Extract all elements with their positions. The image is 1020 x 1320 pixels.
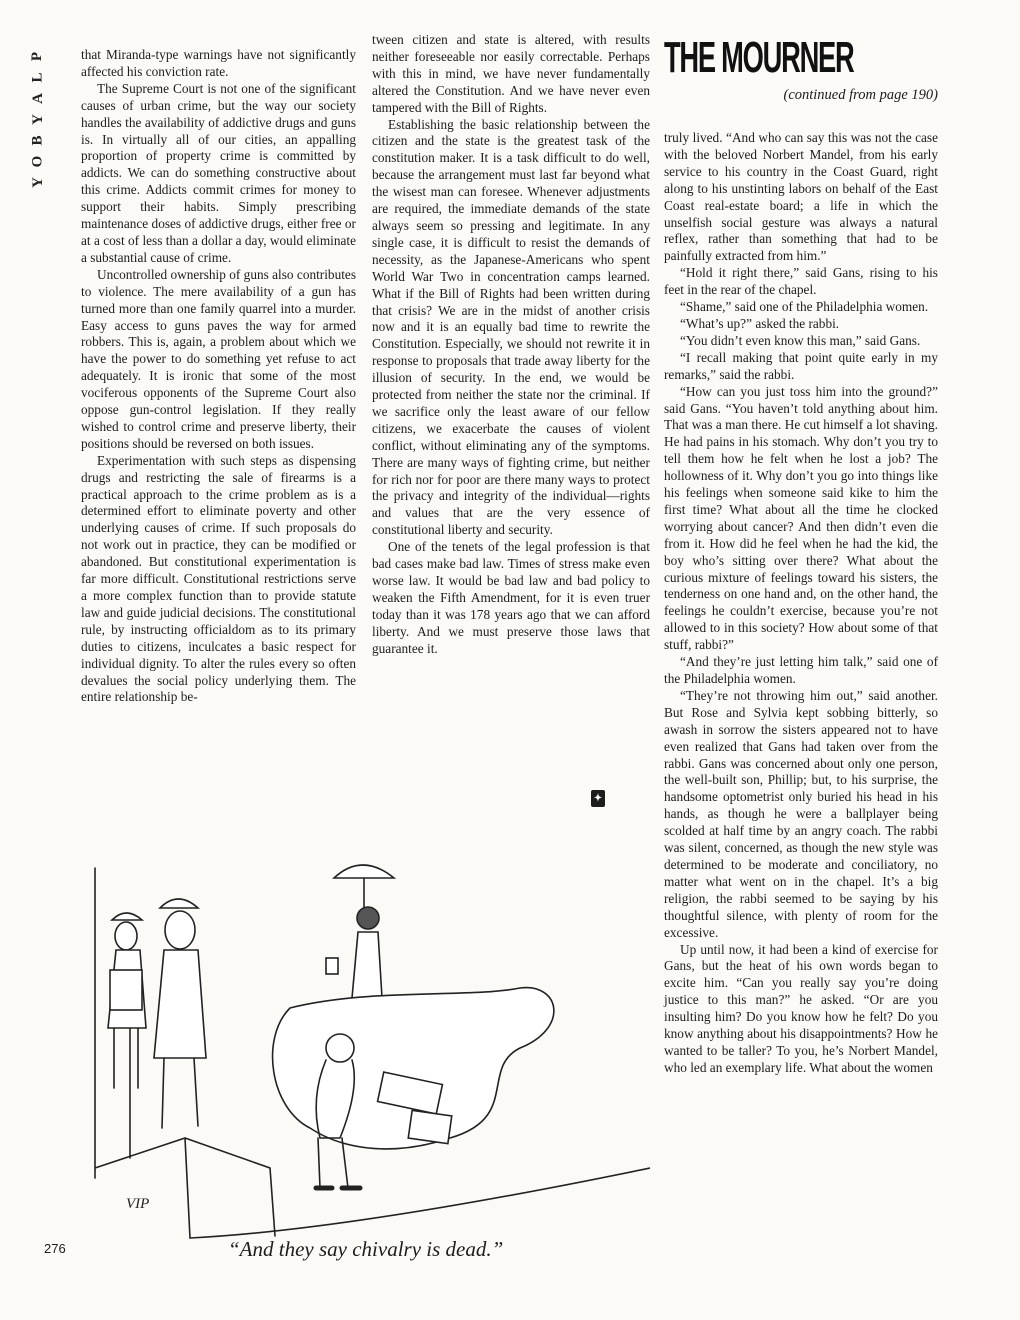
magazine-sidebar-title: [26, 46, 50, 193]
cartoon-signature: VIP: [126, 1196, 150, 1212]
sidebar-letter: L: [29, 72, 46, 83]
paragraph: The Supreme Court is not one of the significant causes of urban crime, but the way our society handles the availability of addictive drugs and guns is. In virtually all of our cities, an appalling proportion of property crime is committed by addicts. We can do something constructive about this crime. Addicts commit crimes for money to support their habits. Simply prescribing maintenance doses of addictive drugs, either free or at a cost of less than a dollar a day, would eliminate a substantial cause of crime.: [81, 80, 356, 265]
sidebar-letter: P: [29, 51, 46, 62]
page-number: 276: [44, 1241, 66, 1256]
paragraph: truly lived. “And who can say this was not the case with the beloved Norbert Mandel, from his early service to his country in the Coast Guard, right along to his unstinting labors on behalf of the East Coast real-estate board; a life in which the unselfish social gesture was always a natural reflex, rather than something that had to be painfully extracted from him.”: [664, 130, 938, 264]
paragraph: “Hold it right there,” said Gans, rising to his feet in the rear of the chapel.: [664, 265, 938, 298]
paragraph: Experimentation with such steps as dispensing drugs and restricting the sale of firearms is a practical approach to the crime problem as is a determined effort to eliminate poverty and other underlying causes of crime. If such proposals do not work out in practice, they can be modified or abandoned. But constitutional experimentation is far more difficult. Constitutional restrictions serve a more complex function than to provide statute law and guide judicial decisions. The constitutional rule, by instructing officialdom as to its primary duties to citizens, inculcates a basic respect for individual dignity. To alter the rules every so often devalues the social policy underlying them. The entire relationship be-: [81, 452, 356, 705]
paragraph: that Miranda-type warnings have not significantly affected his conviction rate.: [81, 47, 356, 79]
paragraph: Up until now, it had been a kind of exercise for Gans, but the heat of his own words began to excite him. “Can you really say you’re doing justice to this man?” he asked. “Or are you insulting him? Do you know how he felt? Do you know anything about his disappointments? How he wanted to be taller? To you, he’s Norbert Mandel, who led an exemplary life. What about the women: [664, 941, 938, 1075]
paragraph: “How can you just toss him into the ground?” said Gans. “You haven’t told anything about him. That was a man there. He cut himself a lot shaving. He had pains in his stomach. Why don’t you try to tell them how he felt when he lost a job? The hollowness of it. Why don’t you go into things like his feelings when someone said kike to him the first time? What about all the time he clocked worrying about cancer? And then didn’t even die from it. How did he feel when he had the kid, the boy who’s sitting over there? What about the curious mixture of feelings toward his sisters, the tenderness on one hand and, on the other hand, the feelings he couldn’t exercise, because you’re not allowed to in this society? How about some of that stuff, rabbi?”: [664, 383, 938, 653]
paragraph: “What’s up?” asked the rabbi.: [680, 315, 840, 331]
cartoon-illustration: [90, 838, 650, 1246]
sidebar-letter: O: [29, 155, 46, 168]
sidebar-letter: Y: [29, 177, 46, 188]
continued-note: (continued from page 190): [783, 87, 938, 103]
bunny-logo-icon: ✦: [591, 790, 605, 807]
paragraph: “I recall making that point quite early in my remarks,” said the rabbi.: [664, 349, 938, 382]
paragraph: “And they’re just letting him talk,” said one of the Philadelphia women.: [664, 654, 938, 686]
man-with-newspaper: [108, 913, 146, 1088]
paragraph: “You didn’t even know this man,” said Gans.: [680, 332, 921, 348]
paragraph: tween citizen and state is altered, with results neither foreseeable nor easily correctable. Perhaps with this in mind, we have never fundamentally altered the Constitution. And we have never even tampered with the Bill of Rights.: [372, 32, 650, 115]
paragraph: Establishing the basic relationship between the citizen and the state is the greatest task of the constitution maker. It is a task difficult to do well, because the arrangement must last far beyond what the wisest man can foresee. Whenever adjustments are required, the immediate demands of the state always seem so pressing and legitimate. In any single case, it is difficult to resist the demands of necessity, as the Japanese-Americans who spent World War Two in concentration camps learned. What if the Bill of Rights had been written during that crisis? We are in the midst of another crisis now and it is an equally bad time to rewrite the Constitution. Especially, we should not rewrite it in response to proposals that trade away liberty for the illusion of security. In the end, we would be protected from neither the state nor the criminal. If we sacrifice only the least aware of our fellow citizens, we exacerbate the causes of violent conflict, without eliminating any of the symptoms. There are many ways of fighting crime, but neither for rich nor for poor are there many ways to protect the privacy and integrity of the individual—rights and values that are the very essence of constitutional liberty and security.: [372, 116, 650, 538]
sidebar-letter: B: [29, 135, 46, 146]
paragraph: One of the tenets of the legal profession is that bad cases make bad law. Times of stress make even worse law. It would be bad law and bad policy to weaken the Fifth Amendment, for it is even truer today than it was 178 years ago that we can afford liberty. And we must preserve those laws that guarantee it.: [372, 539, 650, 656]
article-column-1: [81, 47, 356, 706]
paragraph: “Shame,” said one of the Philadelphia women.: [680, 299, 929, 315]
story-column-3: [664, 130, 938, 1077]
paragraph: “They’re not throwing him out,” said another. But Rose and Sylvia kept sobbing bitterly, so awash in sorrow the sisters appeared not to have even realized that Gans had taken over from the rabbi. Gans was concerned about only one person, the well-built son, Phillip; but, to his surprise, the handsome optometrist only buried his head in his hands, as though he were a ballplayer being scolded at half time by an angry coach. The rabbi was silent, concerned, as though the new style was determined to be moderate and conciliatory, no matter what went on in the chapel. It’s a big religion, the rabbi seemed to be saying by his thoughtful silence, with plenty of room for the excessive.: [664, 687, 938, 940]
sidebar-letter: Y: [29, 114, 46, 125]
man-in-suit: [154, 899, 206, 1128]
paragraph: Uncontrolled ownership of guns also contributes to violence. The mere availability of a gun has turned more than one family quarrel into a murder. Easy access to guns paves the way for armed robbers. This is, again, a problem about which we have the power to do something yet refuse to act adequately. It is ironic that some of the most vociferous opponents of the Supreme Court also oppose gun-control legislation. If they really wished to control crime and preserve liberty, their positions should be reversed on both issues.: [81, 266, 356, 451]
sidebar-letter: A: [29, 93, 46, 104]
story-headline: THE MOURNER: [664, 33, 854, 82]
cartoon-caption: “And they say chivalry is dead.”: [228, 1237, 504, 1261]
article-column-2: [372, 32, 650, 658]
